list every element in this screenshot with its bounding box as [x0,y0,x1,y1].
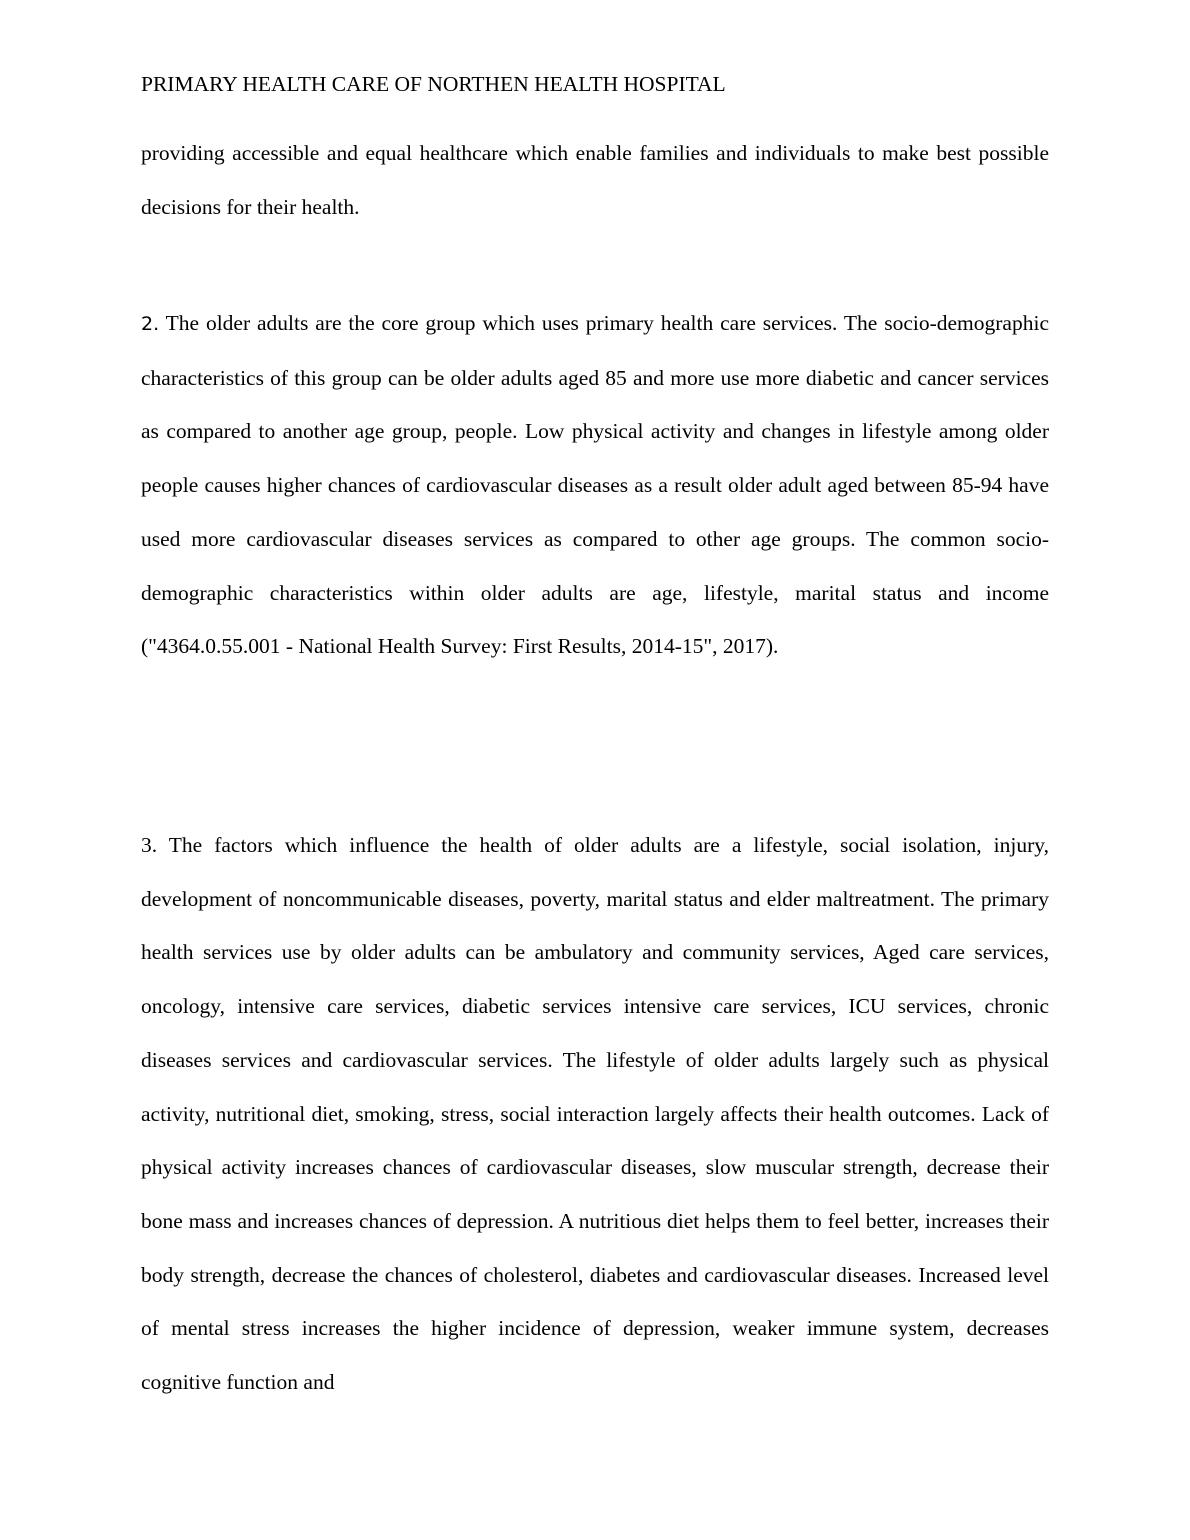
running-head: PRIMARY HEALTH CARE OF NORTHEN HEALTH HOSPITAL [141,72,726,96]
paragraph-number: 3. [141,833,158,857]
paragraph-text: providing accessible and equal healthcare which enable families and individuals to make best possible decisions for their health. [141,141,1049,219]
paragraph-number: 2. [141,313,160,335]
paragraph-continuation [141,127,1049,234]
paragraph-2 [141,297,1049,674]
paragraph-text: The older adults are the core group which uses primary health care services. The socio-demographic characteristics of this group can be older adults aged 85 and more use more diabetic and cancer services as compared to another age group, people. Low physical activity and changes in lifestyle among older people causes higher chances of cardiovascular diseases as a result older adult aged between 85-94 have used more cardiovascular diseases services as compared to other age groups. The common socio-demographic characteristics within older adults are age, lifestyle, marital status and income ("4364.0.55.001 - National Health Survey: First Results, 2014-15", 2017). [141,311,1049,659]
paragraph-3 [141,819,1049,1410]
paragraph-text: The factors which influence the health of older adults are a lifestyle, social isolation, injury, development of noncommunicable diseases, poverty, marital status and elder maltreatment. The primary health services use by older adults can be ambulatory and community services, Aged care services, oncology, intensive care services, diabetic services intensive care services, ICU services, chronic diseases services and cardiovascular services. The lifestyle of older adults largely such as physical activity, nutritional diet, smoking, stress, social interaction largely affects their health outcomes. Lack of physical activity increases chances of cardiovascular diseases, slow muscular strength, decrease their bone mass and increases chances of depression. A nutritious diet helps them to feel better, increases their body strength, decrease the chances of cholesterol, diabetes and cardiovascular diseases. Increased level of mental stress increases the higher incidence of depression, weaker immune system, decreases cognitive function and [141,833,1049,1395]
